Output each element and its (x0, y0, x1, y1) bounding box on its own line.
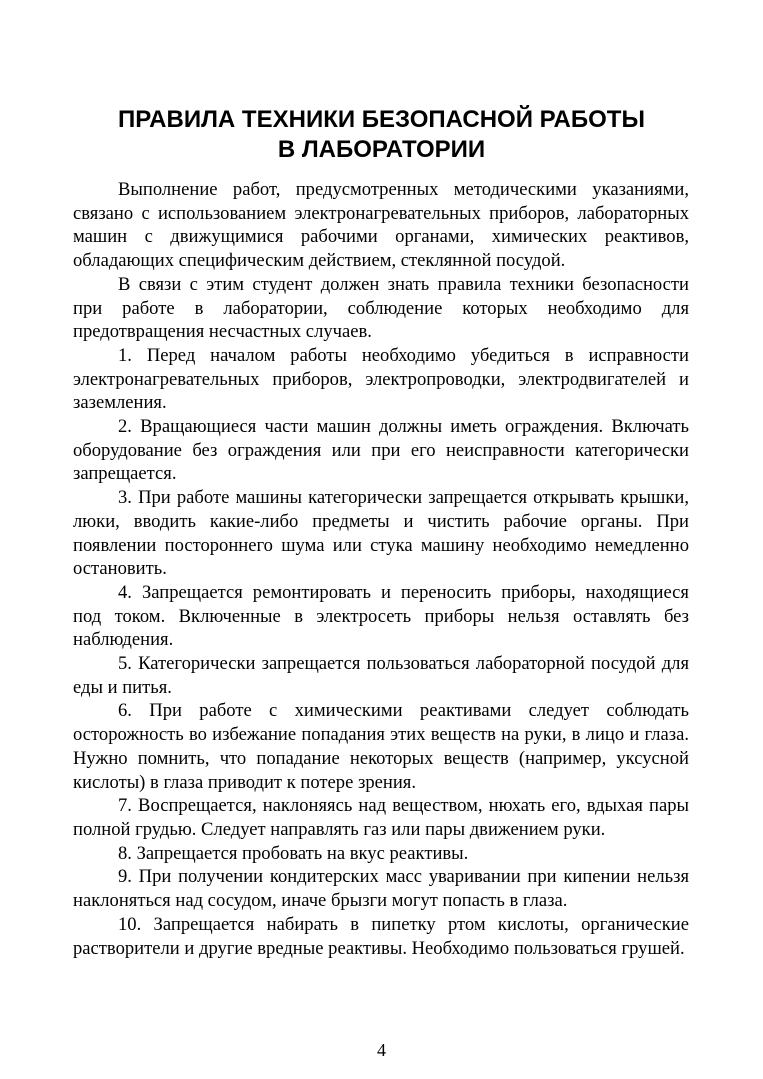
rule-item-10: 10. Запрещается набирать в пипетку ртом кислоты, органические растворители и другие вредные реактивы. Необходимо пользоваться грушей. (73, 913, 689, 959)
rule-item-4: 4. Запрещается ремонтировать и переносить приборы, находящиеся под током. Включенные в электросеть приборы нельзя оставлять без наблюдения. (73, 581, 689, 651)
body-text (73, 178, 689, 960)
title-line-1: ПРАВИЛА ТЕХНИКИ БЕЗОПАСНОЙ РАБОТЫ (118, 106, 645, 133)
rule-item-2: 2. Вращающиеся части машин должны иметь ограждения. Включать оборудование без ограждения или при его неисправности категорически запрещается. (73, 416, 689, 485)
rule-item-5: 5. Категорически запрещается пользоваться лабораторной посудой для еды и питья. (73, 653, 689, 698)
rule-item-9: 9. При получении кондитерских масс уваривании при кипении нельзя наклоняться над сосудом, иначе брызги могут попасть в глаза. (73, 866, 689, 912)
paragraph-requirement: В связи с этим студент должен знать правила техники безопасности при работе в лаборатории, соблюдение которых необходимо для предотвращения несчастных случаев. (73, 273, 689, 343)
title-line-2: В ЛАБОРАТОРИИ (277, 136, 486, 163)
rule-item-3: 3. При работе машины категорически запрещается открывать крышки, люки, вводить какие-либо предметы и чистить рабочие органы. При появлении постороннего шума или стука машину необходимо немедленно остановить. (73, 487, 689, 580)
page-title (40, 105, 723, 165)
rule-item-1: 1. Перед началом работы необходимо убедиться в исправности электронагревательных приборов, электропроводки, электродвигателей и заземления. (73, 344, 689, 414)
rule-item-6: 6. При работе с химическими реактивами следует соблюдать осторожность во избежание попадания этих веществ на руки, в лицо и глаза. Нужно помнить, что попадание некоторых веществ (например, уксусной кислоты) в глаза приводит к потере зрения. (73, 700, 689, 793)
paragraph-intro: Выполнение работ, предусмотренных методическими указаниями, связано с использованием электронагревательных приборов, лабораторных машин с движущимися рабочими органами, химических реактивов, обладающих специфическим действием, стеклянной посудой. (73, 179, 689, 272)
rule-item-8: 8. Запрещается пробовать на вкус реактивы. (118, 842, 469, 864)
rule-item-7: 7. Воспрещается, наклоняясь над веществом, нюхать его, вдыхая пары полной грудью. Следует направлять газ или пары движением руки. (73, 795, 689, 840)
page-number: 4 (377, 1040, 386, 1060)
